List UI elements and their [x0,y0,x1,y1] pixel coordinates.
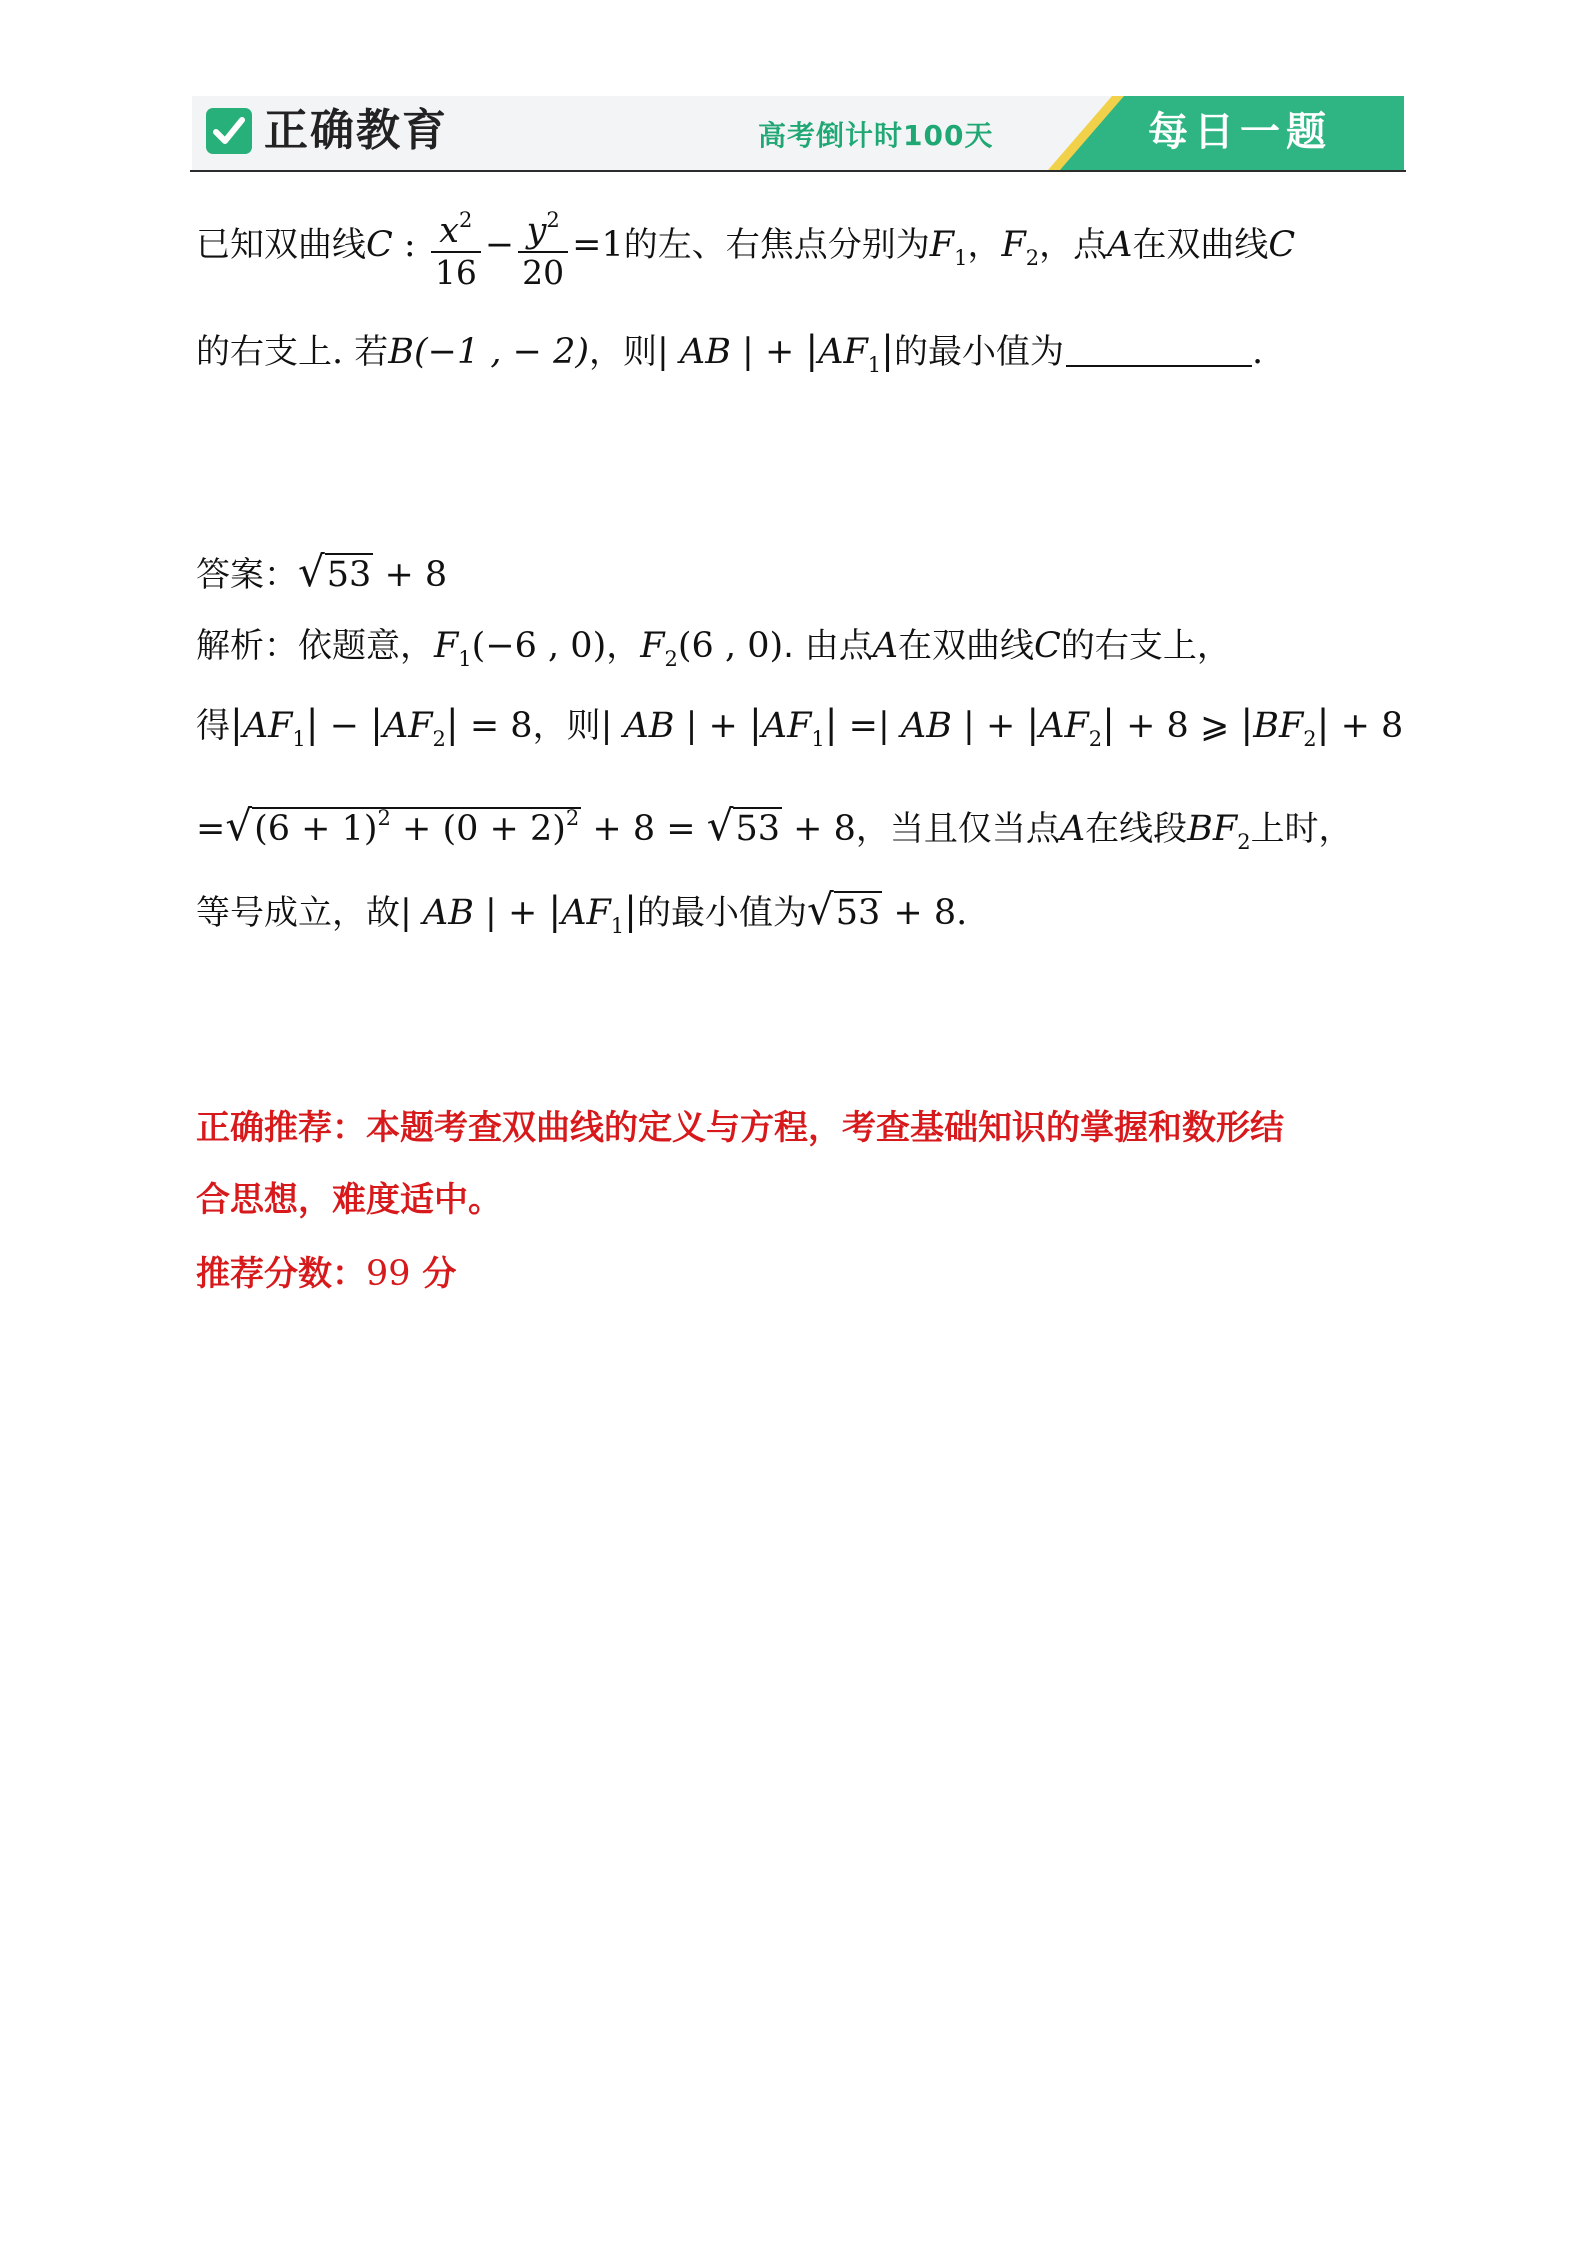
recommend-line-1: 正确推荐：本题考查双曲线的定义与方程，考查基础知识的掌握和数形结 [196,1108,1284,1148]
recommend-line-2: 合思想，难度适中。 [196,1180,502,1220]
sqrt-53-c: √53 [806,885,881,934]
countdown-label: 高考倒计时100天 [758,119,994,152]
answer-line: 答案：√53 + 8 [196,547,448,596]
analysis-line-4: 等号成立，故| AB | + $|AF_1|$的最小值为√53 + 8. [196,885,968,938]
analysis-label: 解析： [196,626,298,666]
header-divider [190,170,1406,172]
question-line-1: 已知双曲线C : $\frac{x^2}{16}$ − $\frac{y^2}{20}$ =1的左、右焦点分别为$F_1$，$F_2$，点A在双曲线C [196,200,1295,293]
check-logo-icon [206,108,252,154]
sqrt-53-b: √53 [706,801,781,850]
fraction-x2-16: $\frac{x^2}{16}$ [431,200,481,293]
answer-blank [1066,335,1252,367]
analysis-line-2: 得$|AF_1| - |AF_2| = 8$，则| AB | + $|AF_1|$ =| AB | + $|AF_2| + 8$ ⩾ $|BF_2| + 8$ [196,702,1404,751]
logo-text: 正确教育 [264,105,448,156]
recommend-score: 推荐分数：99 分 [196,1254,457,1294]
sqrt-53: √53 [298,547,372,596]
analysis-line-3: $=√(6 + 1)^2 + (0 + 2)^2 + 8 = √53 + 8$，当且仅当点A在线段$BF_2$上时， [196,796,1353,864]
question-line-2: 的右支上. 若B(−1 , − 2)，则| AB | + $|AF_1|$的最小值为 . [196,328,1264,377]
analysis-line-1: 解析：依题意，$F_1(-6$ , 0)，$F_2(6$ , 0). 由点A在双曲线C的右支上， [196,626,1231,671]
sqrt-distance: $√(6 + 1)^2 + (0 + 2)^2$ [225,801,580,850]
fraction-y2-20: $\frac{y^2}{20}$ [518,200,568,293]
answer-label: 答案： [196,555,298,595]
daily-question-label: 每日一题 [1148,109,1332,155]
